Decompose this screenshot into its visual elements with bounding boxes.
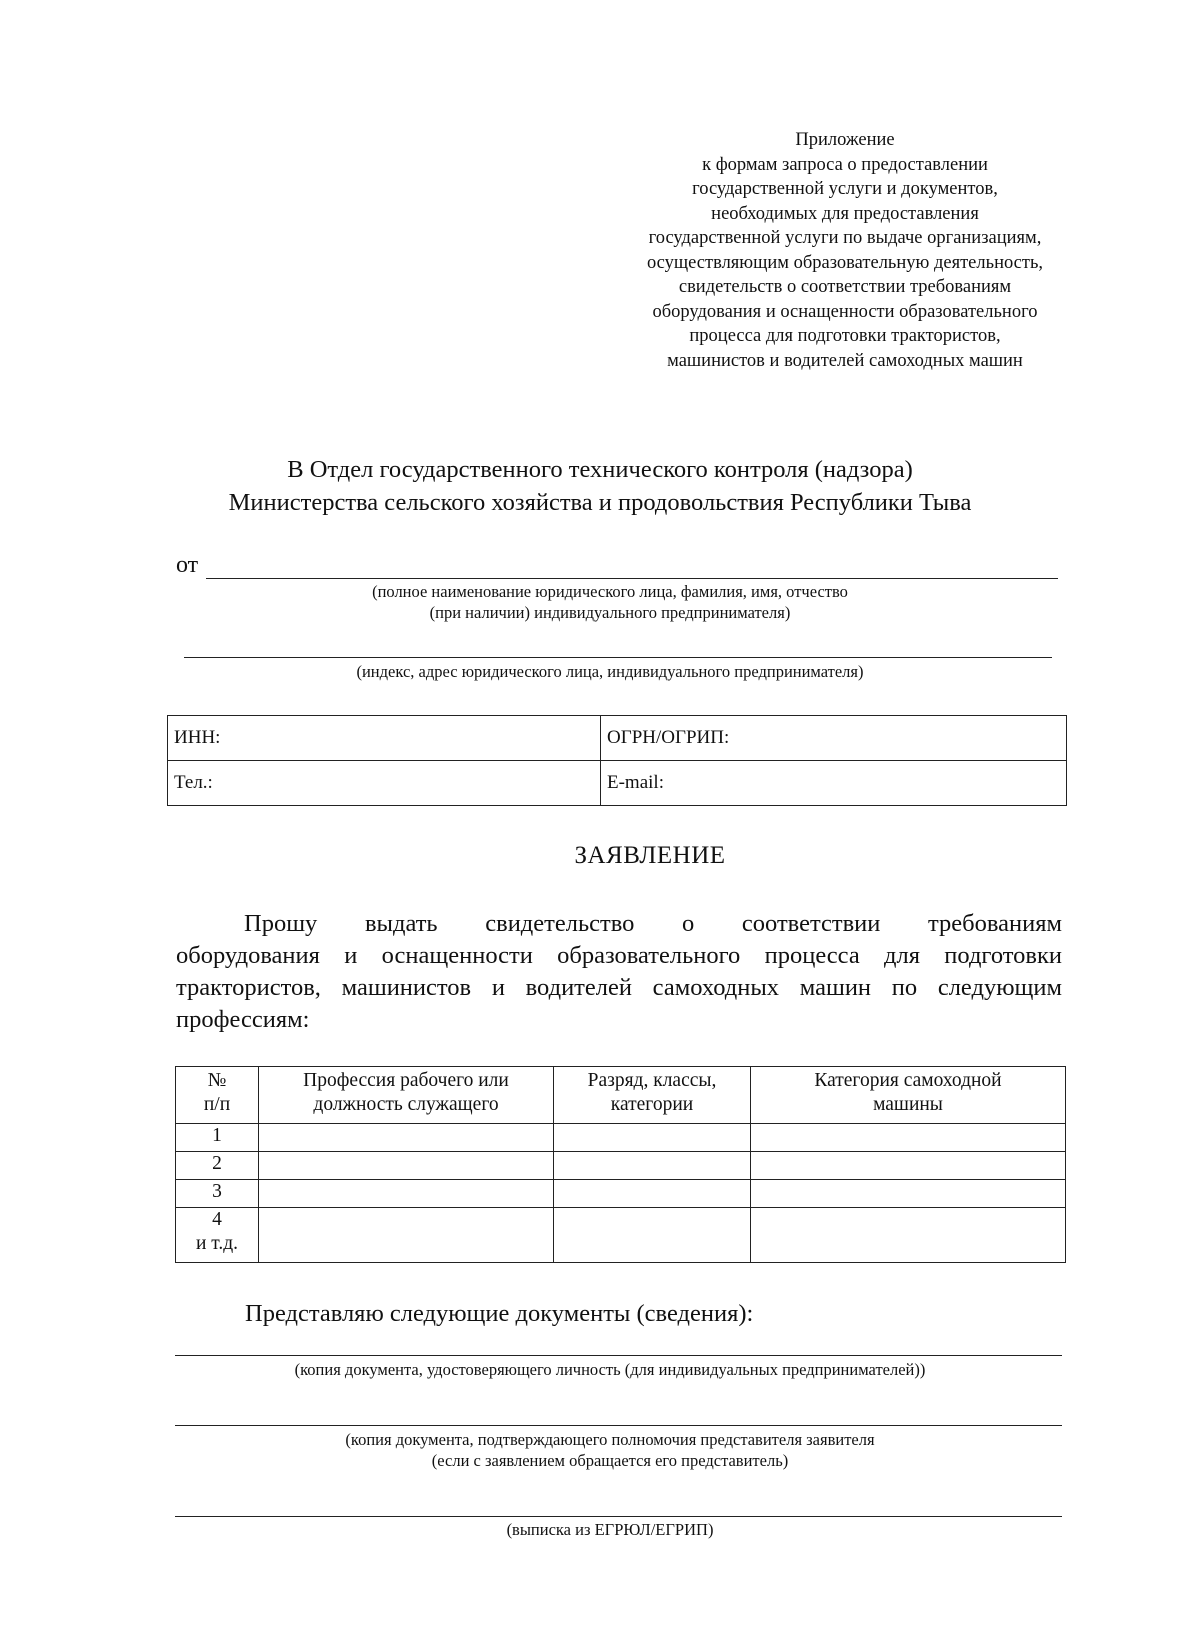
annex-line: машинистов и водителей самоходных машин	[667, 350, 1023, 371]
caption-line: (копия документа, подтверждающего полномочия представителя заявителя	[345, 1430, 875, 1449]
profession-cell[interactable]	[259, 1180, 554, 1208]
annex-line: Приложение	[795, 130, 895, 150]
statement-line: оборудования и оснащенности образовательного процесса для подготовки	[176, 942, 1062, 969]
document-caption-1	[160, 1359, 1060, 1380]
annex-line: необходимых для предоставления	[711, 203, 979, 224]
table-row	[176, 1180, 1066, 1208]
annex-line: свидетельств о соответствии требованиям	[678, 277, 1012, 297]
table-row	[168, 761, 1067, 806]
phone-cell[interactable]: Тел.:	[168, 761, 601, 806]
category-cell[interactable]	[751, 1152, 1066, 1180]
contact-info-table	[167, 715, 1067, 806]
annex-line: государственной услуги по выдаче организациям,	[648, 228, 1042, 248]
table-row	[176, 1152, 1066, 1180]
applicant-address-caption	[160, 661, 1060, 682]
row-number: 1	[176, 1124, 259, 1152]
annex-line: государственной услуги и документов,	[692, 179, 998, 199]
caption-line: (при наличии) индивидуального предпринимателя)	[429, 603, 791, 622]
annex-line: к формам запроса о предоставлении	[702, 154, 988, 175]
category-cell[interactable]	[751, 1180, 1066, 1208]
applicant-name-line[interactable]	[206, 578, 1058, 579]
table-row	[168, 716, 1067, 761]
addressee-line-2: Министерства сельского хозяйства и продовольствия Республики Тыва	[228, 489, 972, 516]
caption-line: (индекс, адрес юридического лица, индивидуального предпринимателя)	[356, 662, 864, 681]
header-text: должность служащего	[313, 1094, 499, 1115]
annex-line: процесса для подготовки трактористов,	[689, 326, 1001, 346]
document-line-1[interactable]	[175, 1355, 1062, 1356]
row-number: 3	[176, 1180, 259, 1208]
email-cell[interactable]: E-mail:	[601, 761, 1067, 806]
annex-note	[600, 128, 1090, 373]
addressee-line-1: В Отдел государственного технического контроля (надзора)	[287, 456, 913, 483]
row-number	[176, 1208, 259, 1263]
professions-table	[175, 1066, 1066, 1263]
caption-line: (копия документа, удостоверяющего личность (для индивидуальных предпринимателей))	[294, 1360, 926, 1379]
category-cell[interactable]	[751, 1124, 1066, 1152]
header-text: №	[207, 1070, 227, 1091]
grade-cell[interactable]	[554, 1208, 751, 1263]
annex-line: оборудования и оснащенности образовательного	[652, 301, 1038, 322]
header-number	[176, 1067, 259, 1124]
applicant-name-caption	[160, 581, 1060, 623]
document-caption-2	[160, 1429, 1060, 1471]
profession-cell[interactable]	[259, 1208, 554, 1263]
from-label: от	[176, 552, 199, 578]
profession-cell[interactable]	[259, 1152, 554, 1180]
table-row	[176, 1208, 1066, 1263]
document-line-2[interactable]	[175, 1425, 1062, 1426]
statement-title: ЗАЯВЛЕНИЕ	[574, 842, 726, 869]
statement-paragraph	[176, 908, 1062, 1036]
statement-line: трактористов, машинистов и водителей самоходных машин по следующим	[176, 974, 1062, 1001]
grade-cell[interactable]	[554, 1124, 751, 1152]
ogrn-cell[interactable]: ОГРН/ОГРИП:	[601, 716, 1067, 761]
document-caption-3	[160, 1519, 1060, 1540]
grade-cell[interactable]	[554, 1152, 751, 1180]
header-text: Категория самоходной	[814, 1070, 1002, 1091]
statement-line: профессиям:	[176, 1006, 310, 1033]
caption-line: (полное наименование юридического лица, фамилия, имя, отчество	[372, 582, 848, 601]
applicant-address-line[interactable]	[184, 657, 1052, 658]
caption-line: (выписка из ЕГРЮЛ/ЕГРИП)	[506, 1520, 714, 1539]
statement-line: Прошу выдать свидетельство о соответствии требованиям	[244, 910, 1062, 937]
annex-line: осуществляющим образовательную деятельность,	[646, 252, 1044, 273]
header-text: категории	[610, 1094, 694, 1115]
row-number: 2	[176, 1152, 259, 1180]
profession-cell[interactable]	[259, 1124, 554, 1152]
header-text: машины	[873, 1094, 943, 1115]
table-header-row	[176, 1067, 1066, 1124]
addressee	[160, 453, 1040, 519]
caption-line: (если с заявлением обращается его представитель)	[431, 1451, 789, 1470]
header-text: Профессия рабочего или	[303, 1070, 509, 1091]
category-cell[interactable]	[751, 1208, 1066, 1263]
document-line-3[interactable]	[175, 1516, 1062, 1517]
documents-heading: Представляю следующие документы (сведения):	[245, 1300, 754, 1327]
header-text: п/п	[203, 1094, 231, 1115]
header-profession	[259, 1067, 554, 1124]
table-row	[176, 1124, 1066, 1152]
header-text: Разряд, классы,	[587, 1070, 717, 1091]
header-grade	[554, 1067, 751, 1124]
row-number-text: 4	[212, 1209, 222, 1230]
row-number-text: и т.д.	[195, 1233, 239, 1254]
grade-cell[interactable]	[554, 1180, 751, 1208]
header-category	[751, 1067, 1066, 1124]
inn-cell[interactable]: ИНН:	[168, 716, 601, 761]
